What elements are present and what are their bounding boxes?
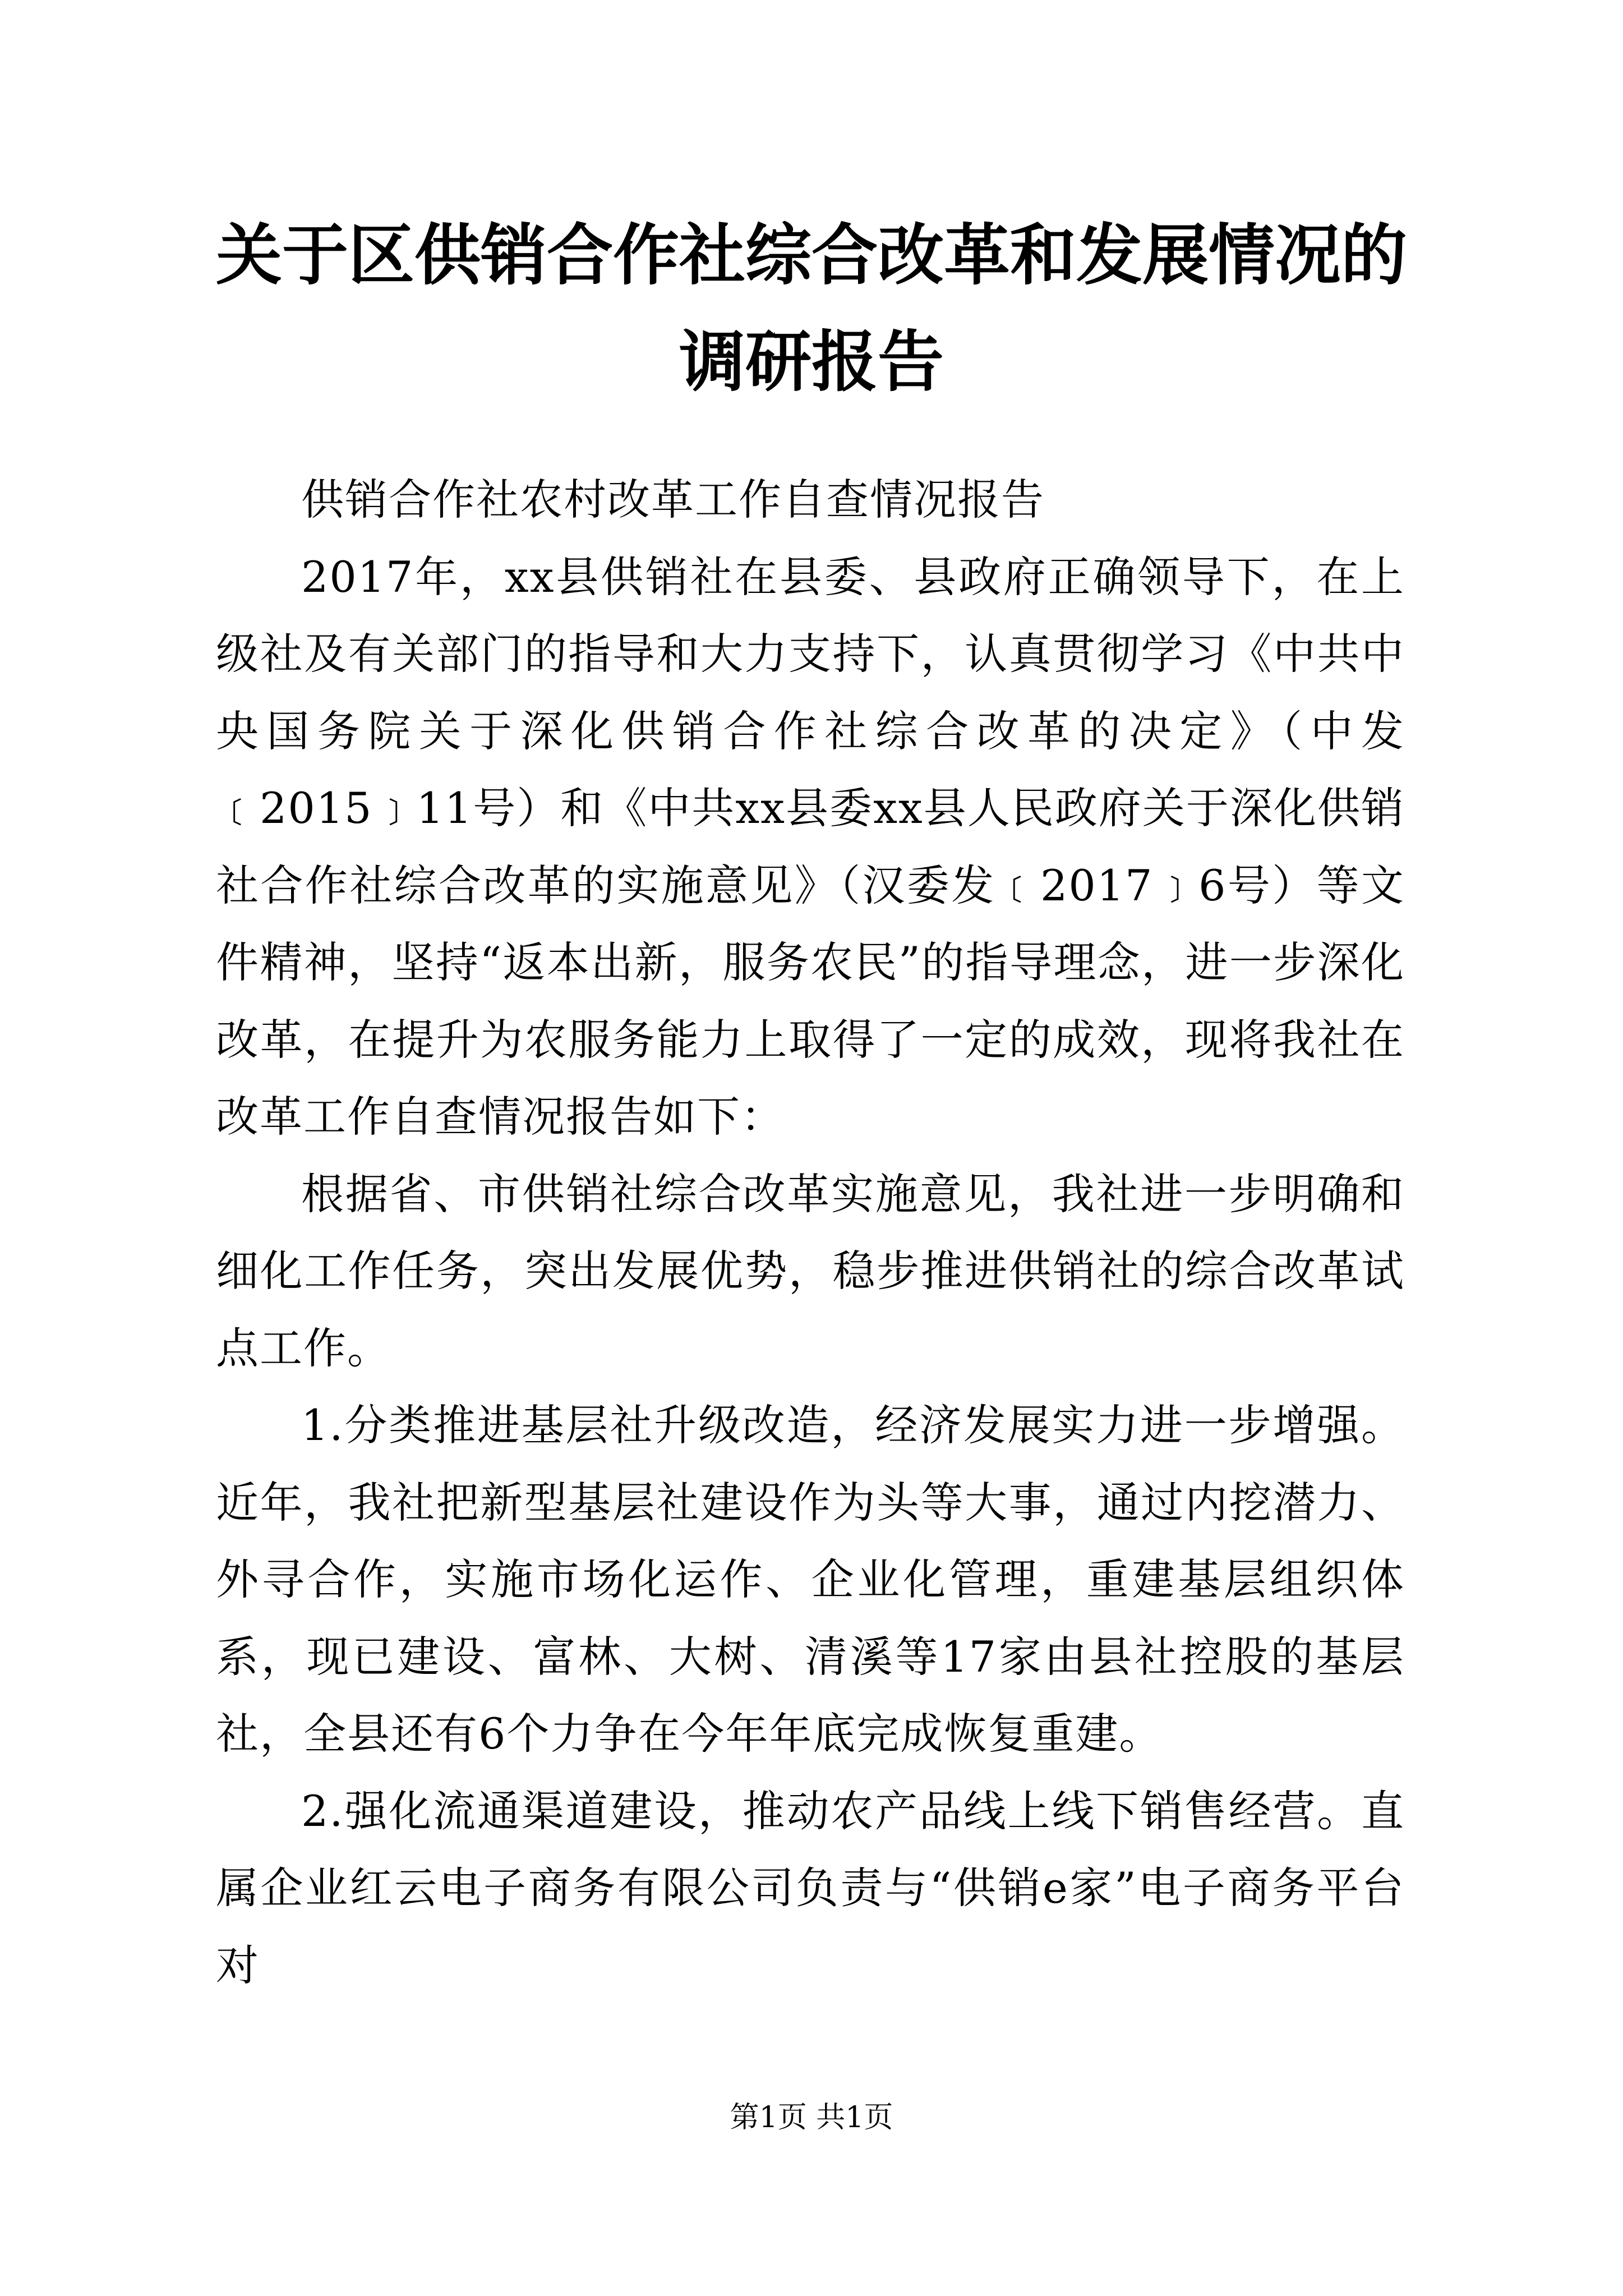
document-title: 关于区供销合作社综合改革和发展情况的调研报告 <box>215 216 1407 401</box>
page-footer: 第1页 共1页 <box>730 2101 893 2134</box>
subtitle-paragraph: 供销合作社农村改革工作自查情况报告 <box>301 475 1045 524</box>
summary-paragraph: 根据省、市供销社综合改革实施意见，我社进一步明确和细化工作任务，突出发展优势，稳步推进供销社的综合改革试点工作。 <box>216 1168 1405 1373</box>
intro-paragraph: 2017年，xx县供销社在县委、县政府正确领导下，在上级社及有关部门的指导和大力支持下，认真贯彻学习《中共中央国务院关于深化供销合作社综合改革的决定》（中发﹝2015﹞11号）和《中共xx县委xx县人民政府关于深化供销社合作社综合改革的实施意见》（汉委发﹝2017﹞6号）等文件精神，坚持“返本出新，服务农民”的指导理念，进一步深化改革，在提升为农服务能力上取得了一定的成效，现将我社在改革工作自查情况报告如下： <box>216 551 1405 1142</box>
point-1-paragraph: 1.分类推进基层社升级改造，经济发展实力进一步增强。近年，我社把新型基层社建设作为头等大事，通过内挖潜力、外寻合作，实施市场化运作、企业化管理，重建基层组织体系，现已建设、富林、大树、清溪等17家由县社控股的基层社，全县还有6个力争在今年年底完成恢复重建。 <box>216 1400 1405 1759</box>
point-2-paragraph: 2.强化流通渠道建设，推动农产品线上线下销售经营。直属企业红云电子商务有限公司负责与“供销e家”电子商务平台对 <box>216 1786 1405 1990</box>
document-body <box>216 461 1405 2004</box>
